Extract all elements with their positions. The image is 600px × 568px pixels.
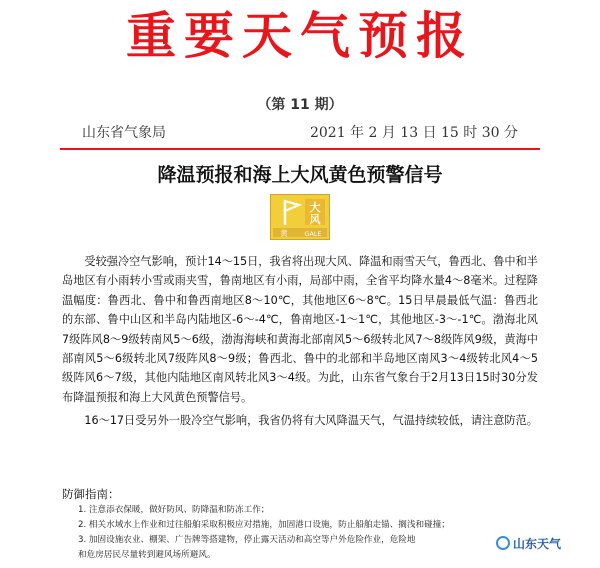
weather-logo-icon — [496, 536, 510, 550]
document-body — [62, 252, 538, 431]
guidance-item: 1. 注意添衣保暖，做好防风、防降温和防冻工作； — [78, 505, 270, 515]
issue-number: （第 11 期） — [257, 97, 343, 113]
issue-datetime: 2021 年 2 月 13 日 15 时 30 分 — [309, 125, 518, 141]
guidance-list — [78, 503, 518, 563]
meta-line — [70, 122, 530, 144]
warning-sign-top-text: 大 — [309, 201, 321, 214]
body-paragraph-2: 16～17日受另外一股冷空气影响，我省仍将有大风降温天气，气温持续较低，请注意防范。 — [84, 414, 538, 428]
document-title: 降温预报和海上大风黄色预警信号 — [157, 164, 443, 186]
warning-sign-middle-text: 风 — [309, 213, 321, 226]
gale-warning-icon — [270, 194, 330, 240]
masthead-title: 重要天气预报 — [126, 6, 474, 65]
guidance-item: 和危房居民尽量转到避风场所避风。 — [78, 550, 216, 560]
issuer-name: 山东省气象局 — [82, 125, 166, 141]
guidance-title: 防御指南： — [62, 487, 120, 501]
gale-flag-icon — [271, 195, 329, 239]
guidance-item: 2. 相关水域水上作业和过往船舶采取积极应对措施，加固港口设施，防止船舶走锚、搁浅和碰撞； — [78, 520, 450, 530]
body-paragraph-1: 受较强冷空气影响，预计14～15日，我省将出现大风、降温和雨雪天气，鲁西北、鲁中和半岛地区有小雨转小雪或雨夹雪，鲁南地区有小雨，局部中雨，全省平均降水量4～8毫米。过程降温幅度：鲁西北、鲁中和鲁西南地区8～10℃，其他地区6～8℃。15日早晨最低气温：鲁西北的东部、鲁中山区和半岛内陆地区-6～-4℃，鲁南地区-1～1℃，其他地区-3～-1℃。渤海北风7级阵风8～9级转南风5～6级，渤海海峡和黄海北部南风5～6级转北风7～8级阵风9级，黄海中部南风5～6级转北风7级阵风8～9级；鲁西北、鲁中的北部和半岛地区南风3～4级转北风4～5级阵风6～7级，其他内陆地区南风转北风3～4级。为此，山东省气象台于2月13日15时30分发布降温预报和海上大风黄色预警信号。 — [62, 255, 538, 404]
guidance-item: 3. 加固设施农业、棚架、广告牌等搭建物，停止露天活动和高空等户外危险作业，危险地 — [78, 535, 416, 545]
warning-sign-bottom-en: GALE — [304, 230, 322, 238]
warning-sign-bottom-cn: 黄 — [280, 229, 288, 238]
watermark-text: 山东天气 — [513, 536, 562, 551]
watermark — [496, 534, 561, 552]
red-divider — [60, 148, 540, 150]
